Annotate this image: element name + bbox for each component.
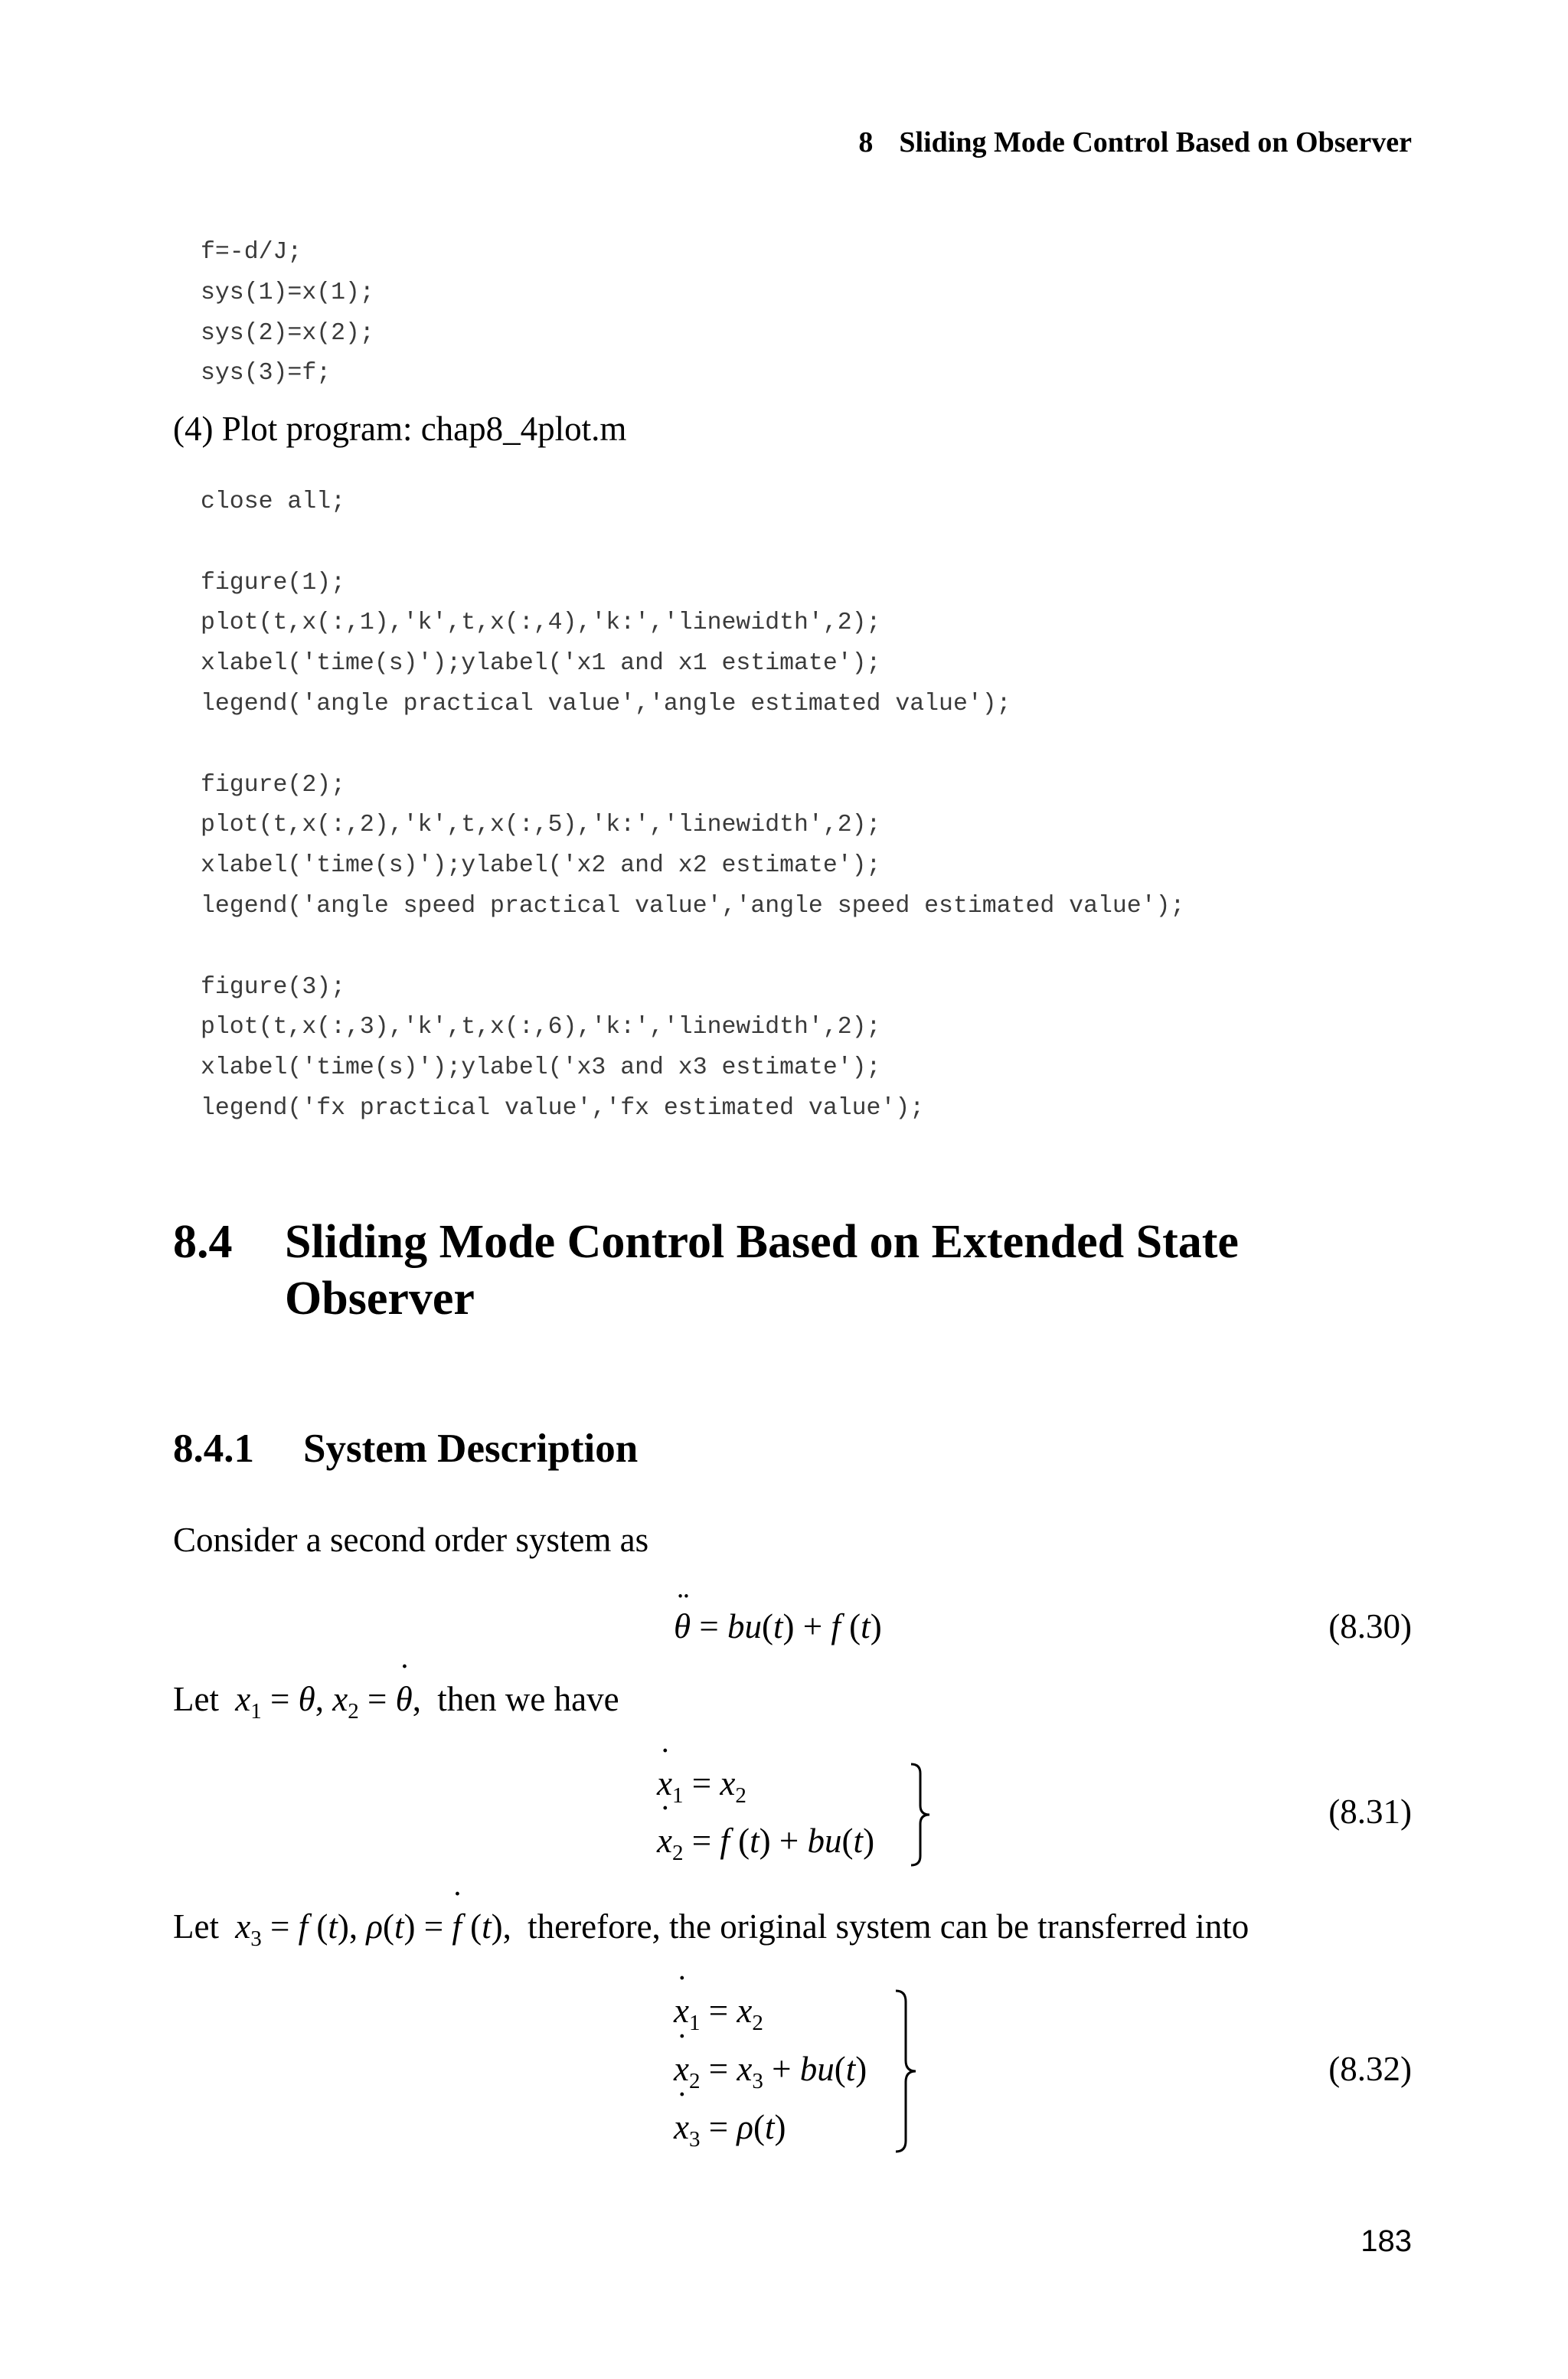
code-line: sys(2)=x(2); xyxy=(201,319,374,347)
subsection-heading xyxy=(173,1426,639,1472)
paragraph-let-1 xyxy=(173,1679,619,1724)
code-line: xlabel('time(s)');ylabel('x3 and x3 estimate'); xyxy=(201,1054,881,1082)
code-block-plot-program xyxy=(201,482,1184,1129)
code-line: figure(1); xyxy=(201,569,346,596)
then-text: then we have xyxy=(437,1680,619,1718)
inline-math-state-definition: $x_1 = \theta$, $x_2$ = ˙ θ, xyxy=(235,1680,421,1718)
equation-number: (8.32) xyxy=(1328,2050,1412,2088)
right-brace-icon xyxy=(893,1988,920,2155)
equation-8-32-line-2: ˙ $x_2 = x_3 + bu(t)$ xyxy=(674,2049,867,2089)
equation-number: (8.30) xyxy=(1328,1607,1412,1645)
code-line xyxy=(201,725,1184,766)
section-number: 8.4 xyxy=(173,1216,233,1268)
code-line xyxy=(201,523,1184,564)
code-line: f=-d/J; xyxy=(201,239,302,266)
equation-number: (8.31) xyxy=(1328,1792,1412,1831)
chapter-title: Sliding Mode Control Based on Observer xyxy=(899,126,1412,158)
code-line: xlabel('time(s)');ylabel('x2 and x2 estimate'); xyxy=(201,852,881,880)
inline-math-extended-state: $x_3 = f$ (t), ρ(t) = ˙ f (t), xyxy=(235,1907,511,1946)
let-word: Let xyxy=(173,1680,219,1718)
code-line: figure(2); xyxy=(201,771,346,799)
therefore-text: therefore, the original system can be transferred into xyxy=(528,1907,1250,1946)
code-line: plot(t,x(:,1),'k',t,x(:,4),'k:','linewidth',2); xyxy=(201,609,881,637)
equation-8-32-line-1: ˙ $x_1 = x_2$ xyxy=(674,1991,763,2031)
code-line xyxy=(201,927,1184,968)
equation-8-31-line-2: ˙ $x_2 = f$ (t) + bu(t) xyxy=(657,1821,874,1861)
page-number: 183 xyxy=(1361,2224,1412,2258)
section-title: Sliding Mode Control Based on Extended State Observer xyxy=(285,1216,1239,1325)
code-line: legend('fx practical value','fx estimated value'); xyxy=(201,1094,925,1122)
code-line: sys(1)=x(1); xyxy=(201,279,374,306)
equation-8-30: ¨ θ = bu(t) + f (t) xyxy=(674,1606,882,1646)
code-block-function-end xyxy=(201,233,374,394)
code-line: plot(t,x(:,3),'k',t,x(:,6),'k:','linewidth',2); xyxy=(201,1014,881,1041)
running-head xyxy=(858,126,1412,159)
chapter-number: 8 xyxy=(858,126,874,158)
code-line: xlabel('time(s)');ylabel('x1 and x1 estimate'); xyxy=(201,650,881,678)
code-line: plot(t,x(:,2),'k',t,x(:,5),'k:','linewidth',2); xyxy=(201,812,881,839)
paragraph-let-2 xyxy=(173,1907,1250,1951)
code-line: sys(3)=f; xyxy=(201,360,332,387)
equation-8-31-line-1: ˙ $x_1 = x_2$ xyxy=(657,1763,746,1803)
code-line: figure(3); xyxy=(201,973,346,1001)
subsection-title: System Description xyxy=(303,1426,639,1471)
code-line: legend('angle speed practical value','angle speed estimated value'); xyxy=(201,892,1185,920)
plot-program-label: (4) Plot program: chap8_4plot.m xyxy=(173,410,627,448)
let-word: Let xyxy=(173,1907,219,1946)
equation-8-32-line-3: ˙ $x_3 = \rho(t)$ xyxy=(674,2107,786,2147)
code-line: legend('angle practical value','angle estimated value'); xyxy=(201,690,1011,717)
subsection-number: 8.4.1 xyxy=(173,1426,254,1471)
code-line: close all; xyxy=(201,489,346,515)
paragraph-consider: Consider a second order system as xyxy=(173,1521,649,1559)
right-brace-icon xyxy=(908,1761,934,1868)
